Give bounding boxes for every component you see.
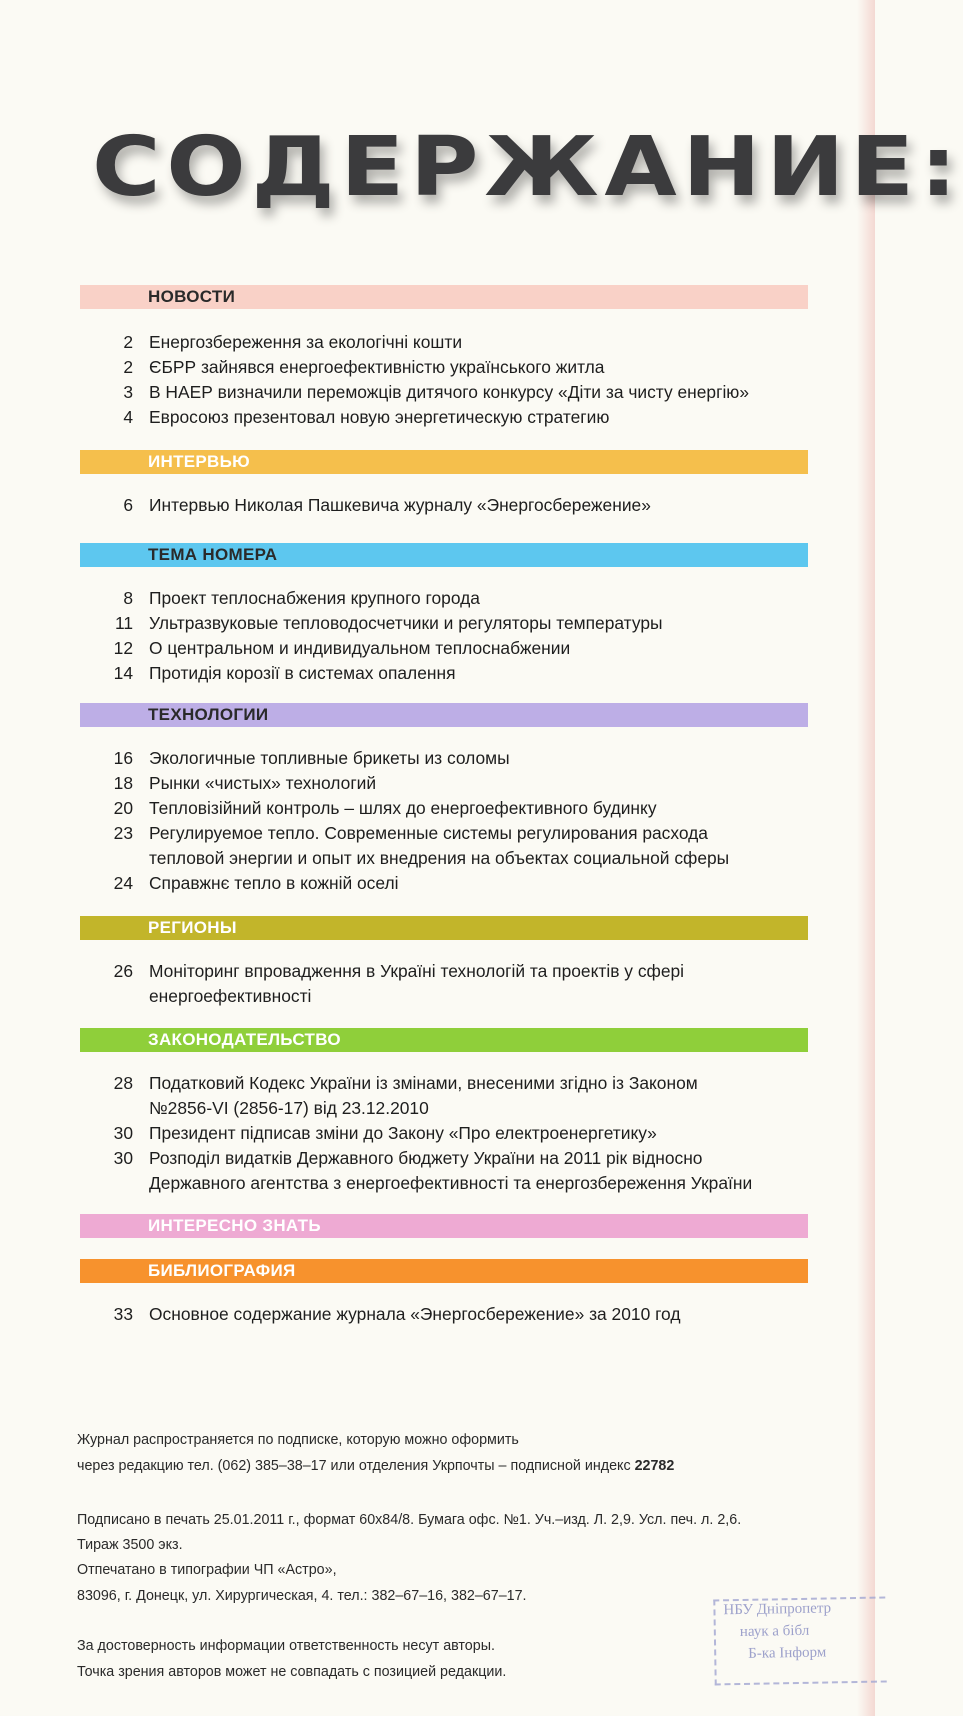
disclaimer-line: За достоверность информации ответственность несут авторы. [77,1638,495,1654]
toc-page-number: 11 [114,613,133,633]
section-label: ЗАКОНОДАТЕЛЬСТВО [148,1030,341,1049]
stamp-text: НБУ Дніпропетр [723,1600,832,1619]
subscription-info-line [77,1456,674,1476]
toc-page-number: 30 [113,1123,133,1143]
toc-entry-title [149,1146,849,1196]
toc-entry-title-line: Державного агентства з енергоефективності та енергозбереження України [149,1173,753,1193]
toc-entry-title [149,959,849,1009]
section-label: НОВОСТИ [148,287,236,306]
section-header-bibliography [80,1259,808,1283]
section-label: ИНТЕРВЬЮ [148,452,250,471]
print-info-line: Подписано в печать 25.01.2011 г., формат 60х84/8. Бумага офс. №1. Уч.–изд. Л. 2,9. Усл. печ. л. 2,6. [77,1512,742,1528]
toc-entry-title-line: Президент підписав зміни до Закону «Про електроенергетику» [149,1123,657,1143]
toc-entry-title-line: Протидія корозії в системах опалення [149,663,456,683]
toc-entry-title [149,611,849,636]
toc-entry-title [149,771,849,796]
toc-entry-title [149,661,849,686]
section-header-interesting [80,1214,808,1238]
toc-page-number: 14 [113,663,133,683]
toc-entry-title [149,330,849,355]
section-header-interview [80,450,808,474]
toc-entry-title-line: Енергозбереження за екологічні кошти [149,332,463,352]
section-header-law [80,1028,808,1052]
toc-entry-title-line: Рынки «чистых» технологий [149,773,377,793]
subscription-info-line: Журнал распространяется по подписке, которую можно оформить [77,1432,519,1448]
toc-entry-title-line: Регулируемое тепло. Современные системы регулирования расхода [149,823,708,843]
toc-entry-title [149,355,849,380]
toc-entry-title-line: Моніторинг впровадження в Україні технологій та проектів у сфері [149,961,685,981]
library-stamp [717,1597,878,1685]
toc-page-number: 18 [113,773,133,793]
section-header-tech [80,703,808,727]
toc-page-number: 30 [113,1148,133,1168]
toc-page-number: 6 [123,495,133,515]
toc-entry-title-line: В НАЕР визначили переможців дитячого конкурсу «Діти за чисту енергію» [149,382,750,402]
toc-entry-title-line: енергоефективності [149,986,312,1006]
toc-entry-title-line: №2856-VI (2856-17) від 23.12.2010 [149,1098,429,1118]
section-label: РЕГИОНЫ [148,918,237,937]
toc-entry-title [149,586,849,611]
print-info-line: Тираж 3500 экз. [77,1537,183,1553]
print-info-line: Отпечатано в типографии ЧП «Астро», [77,1562,337,1578]
toc-entry-title [149,1302,849,1327]
toc-page-number: 2 [123,332,133,352]
toc-entry-title-line: тепловой энергии и опыт их внедрения на объектах социальной сферы [149,848,730,868]
toc-page-number: 23 [113,823,133,843]
disclaimer-line: Точка зрения авторов может не совпадать с позицией редакции. [77,1664,507,1680]
section-label: ТЕХНОЛОГИИ [148,705,269,724]
toc-entry-title [149,796,849,821]
toc-entry-title-line: Интервью Николая Пашкевича журналу «Энергосбережение» [149,495,651,515]
subscription-text: через редакцию тел. (062) 385–38–17 или отделения Укрпочты – подписной индекс [77,1458,631,1474]
toc-entry-title-line: Основное содержание журнала «Энергосбережение» за 2010 год [149,1304,681,1324]
toc-page-number: 28 [113,1073,133,1093]
toc-page-number: 12 [113,638,133,658]
toc-entry-title-line: Ультразвуковые тепловодосчетчики и регуляторы температуры [149,613,663,633]
toc-page-number: 26 [113,961,133,981]
toc-page-number: 8 [123,588,133,608]
section-label: БИБЛИОГРАФИЯ [148,1261,296,1280]
toc-entry-title [149,821,849,871]
toc-entry-title-line: О центральном и индивидуальном теплоснабжении [149,638,571,658]
toc-entry-title [149,493,849,518]
toc-entry-title-line: Экологичные топливные брикеты из соломы [149,748,510,768]
toc-page-number: 33 [113,1304,133,1324]
page-title: СОДЕРЖАНИЕ: [92,120,963,215]
toc-entry-title-line: Справжнє тепло в кожній оселі [149,873,399,893]
toc-entry-title-line: Тепловізійний контроль – шлях до енергоефективного будинку [149,798,657,818]
toc-entry-title-line: Евросоюз презентовал новую энергетическую стратегию [149,407,610,427]
toc-entry-title [149,746,849,771]
toc-entry-title-line: Податковий Кодекс України із змінами, внесеними згідно із Законом [149,1073,698,1093]
toc-entry-title-line: ЄБРР зайнявся енергоефективністю українського житла [149,357,605,377]
toc-entry-title [149,1071,849,1121]
toc-page-number: 4 [123,407,133,427]
toc-entry-title [149,636,849,661]
stamp-text: наук а бібл [739,1622,810,1641]
section-header-regions [80,916,808,940]
print-info-line: 83096, г. Донецк, ул. Хирургическая, 4. тел.: 382–67–16, 382–67–17. [77,1588,527,1604]
toc-entry-title [149,380,849,405]
subscription-index: 22782 [634,1458,675,1474]
section-header-theme [80,543,808,567]
stamp-text: Б-ка Інформ [748,1644,827,1662]
toc-entry-title [149,405,849,430]
page-edge [857,0,875,1716]
toc-page-number: 24 [113,873,133,893]
toc-entry-title [149,1121,849,1146]
section-label: ТЕМА НОМЕРА [148,545,278,564]
toc-entry-title-line: Розподіл видатків Державного бюджету України на 2011 рік відносно [149,1148,703,1168]
toc-page-number: 2 [123,357,133,377]
toc-entry-title [149,871,849,896]
toc-page-number: 20 [113,798,133,818]
toc-page-number: 16 [113,748,133,768]
toc-page-number: 3 [123,382,133,402]
section-header-news [80,285,808,309]
section-label: ИНТЕРЕСНО ЗНАТЬ [148,1216,321,1235]
toc-entry-title-line: Проект теплоснабжения крупного города [149,588,480,608]
